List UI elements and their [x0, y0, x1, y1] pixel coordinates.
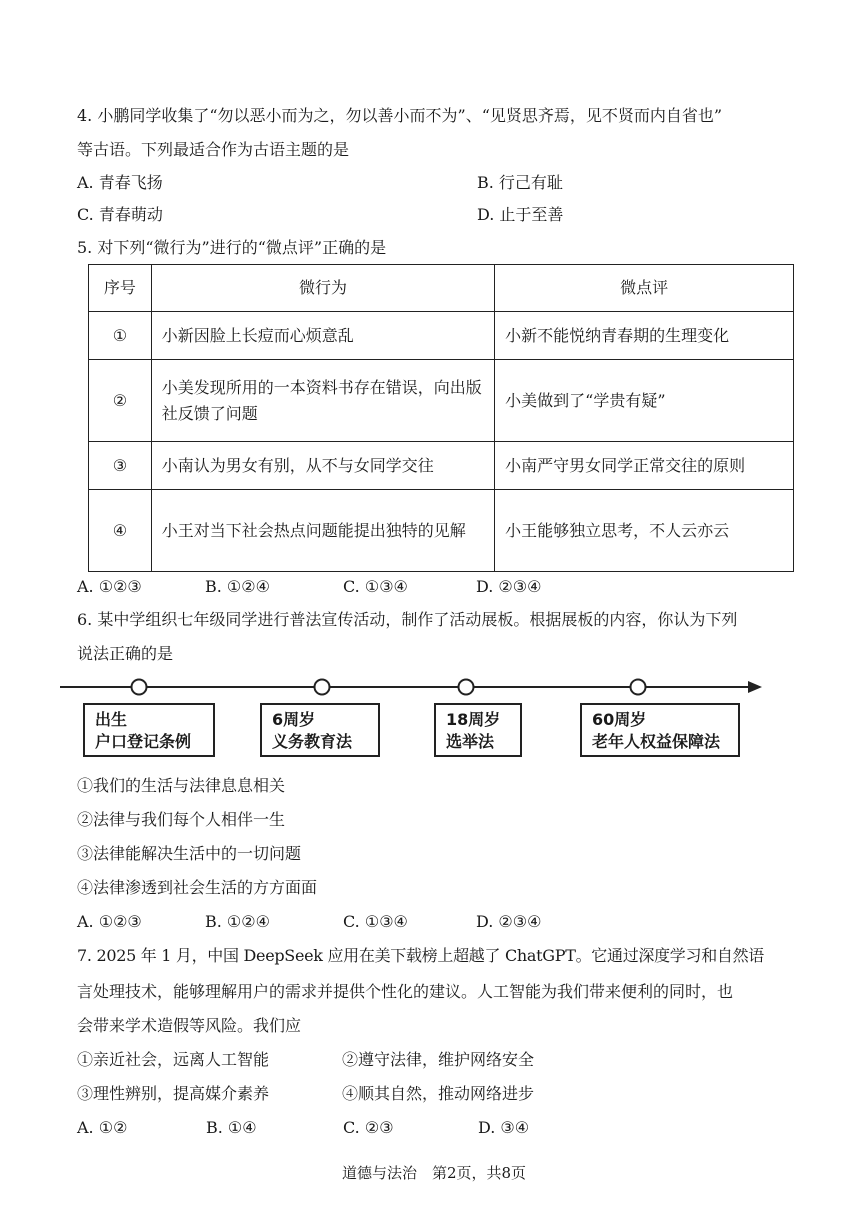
q6-statement: ①我们的生活与法律息息相关 [77, 776, 286, 795]
q5-row-behavior: 小王对当下社会热点问题能提出独特的见解 [151, 490, 494, 572]
timeline-law: 户口登记条例 [95, 732, 192, 751]
q6-stem-line1: 6. 某中学组织七年级同学进行普法宣传活动，制作了活动展板。根据展板的内容，你认为下列 [77, 610, 738, 629]
q5-row-comment: 小王能够独立思考，不人云亦云 [495, 490, 794, 572]
q6-option-d: D. ②③④ [476, 912, 542, 931]
q4-option-b: B. 行己有耻 [477, 173, 563, 192]
q5-stem: 5. 对下列“微行为”进行的“微点评”正确的是 [77, 238, 387, 257]
q5-row-behavior: 小南认为男女有别，从不与女同学交往 [151, 442, 494, 490]
table-row [89, 442, 794, 490]
timeline-age: 6周岁 [272, 710, 316, 729]
q5-row-comment: 小南严守男女同学正常交往的原则 [495, 442, 794, 490]
q7-option-d: D. ③④ [478, 1118, 530, 1137]
timeline-box-birth [83, 703, 215, 757]
q5-table-header [89, 265, 794, 312]
q7-stem-line1: 7. 2025 年 1 月，中国 DeepSeek 应用在美下载榜上超越了 ChatGPT。它通过深度学习和自然语 [77, 946, 765, 965]
q7-stem-line2: 言处理技术，能够理解用户的需求并提供个性化的建议。人工智能为我们带来便利的同时，也 [77, 982, 734, 1001]
q4-stem-line2: 等古语。下列最适合作为古语主题的是 [77, 140, 350, 159]
q5-table [88, 264, 794, 572]
q6-option-b: B. ①②④ [205, 912, 270, 931]
q5-row-behavior: 小美发现所用的一本资料书存在错误，向出版社反馈了问题 [151, 360, 494, 442]
timeline-axis [0, 672, 868, 702]
table-row [89, 360, 794, 442]
q7-statement: ②遵守法律，维护网络安全 [342, 1050, 535, 1069]
timeline-node [132, 680, 147, 695]
q4-stem-line1: 4. 小鹏同学收集了“勿以恶小而为之，勿以善小而不为”、“见贤思齐焉，见不贤而内自省也” [77, 106, 723, 125]
q4-option-c: C. 青春萌动 [77, 205, 163, 224]
q7-statement: ③理性辨别，提高媒介素养 [77, 1084, 270, 1103]
q6-stem-line2: 说法正确的是 [77, 644, 174, 663]
q5-header-number: 序号 [89, 265, 152, 312]
q4-option-a: A. 青春飞扬 [77, 173, 163, 192]
timeline-age: 18周岁 [446, 710, 501, 729]
timeline-law: 义务教育法 [272, 732, 353, 751]
q5-row-number: ① [89, 312, 152, 360]
q5-option-d: D. ②③④ [476, 577, 542, 596]
q5-row-number: ③ [89, 442, 152, 490]
q5-header-comment: 微点评 [495, 265, 794, 312]
table-row [89, 312, 794, 360]
q5-row-number: ② [89, 360, 152, 442]
q7-stem-line3: 会带来学术造假等风险。我们应 [77, 1016, 302, 1035]
q5-option-b: B. ①②④ [205, 577, 270, 596]
timeline-box-age18 [434, 703, 522, 757]
q7-option-a: A. ①② [77, 1118, 128, 1137]
q5-row-behavior: 小新因脸上长痘而心烦意乱 [151, 312, 494, 360]
q6-statement: ③法律能解决生活中的一切问题 [77, 844, 302, 863]
q5-row-comment: 小美做到了“学贵有疑” [495, 360, 794, 442]
q5-header-behavior: 微行为 [151, 265, 494, 312]
timeline-law: 选举法 [446, 732, 495, 751]
q7-statement: ①亲近社会，远离人工智能 [77, 1050, 270, 1069]
q6-option-a: A. ①②③ [77, 912, 142, 931]
page-footer: 道德与法治 第2页，共8页 [341, 1164, 527, 1182]
timeline-node [459, 680, 474, 695]
table-row [89, 490, 794, 572]
q4-option-d: D. 止于至善 [477, 205, 564, 224]
timeline-age: 60周岁 [592, 710, 647, 729]
timeline-age: 出生 [95, 710, 128, 729]
q7-option-c: C. ②③ [343, 1118, 394, 1137]
q6-statement: ④法律渗透到社会生活的方方面面 [77, 878, 318, 897]
timeline-box-age6 [260, 703, 380, 757]
q5-row-number: ④ [89, 490, 152, 572]
q6-option-c: C. ①③④ [343, 912, 408, 931]
q5-option-c: C. ①③④ [343, 577, 408, 596]
timeline-node [315, 680, 330, 695]
q6-statement: ②法律与我们每个人相伴一生 [77, 810, 286, 829]
timeline-law: 老年人权益保障法 [592, 732, 721, 751]
q5-option-a: A. ①②③ [77, 577, 142, 596]
q7-option-b: B. ①④ [206, 1118, 257, 1137]
timeline-box-age60 [580, 703, 740, 757]
q5-row-comment: 小新不能悦纳青春期的生理变化 [495, 312, 794, 360]
q7-statement: ④顺其自然，推动网络进步 [342, 1084, 535, 1103]
timeline-node [631, 680, 646, 695]
